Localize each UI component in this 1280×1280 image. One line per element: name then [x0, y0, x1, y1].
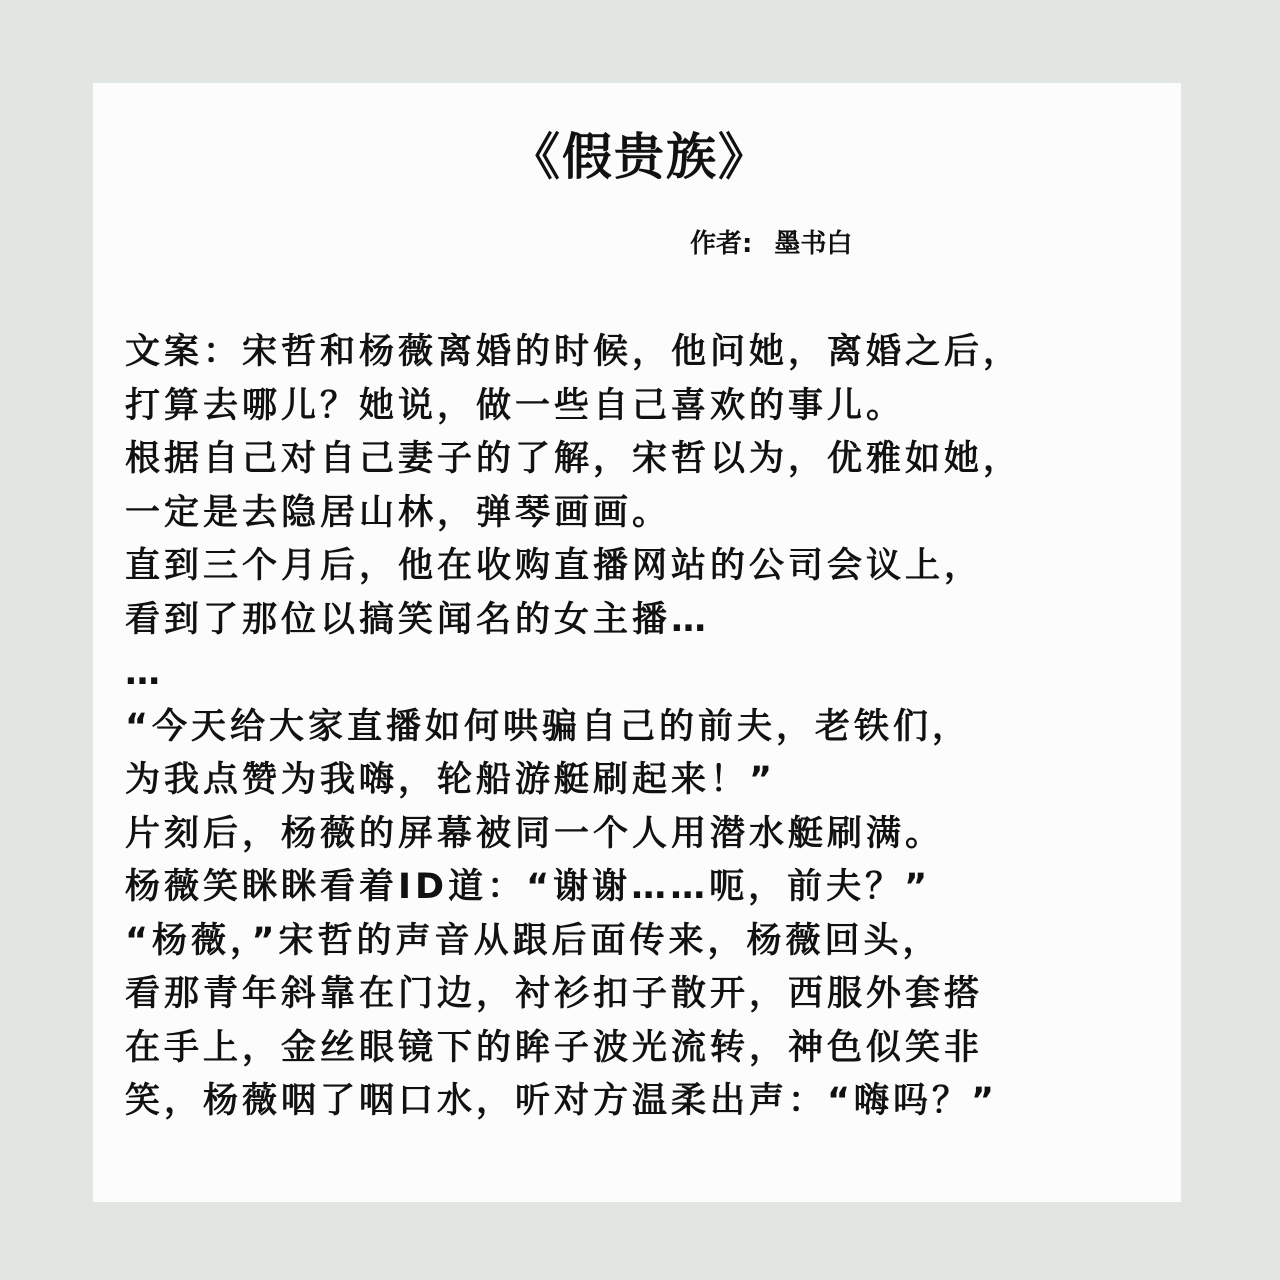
author-label: 作者: [690, 229, 753, 259]
text-line: 文案：宋哲和杨薇离婚的时候，他问她，离婚之后， [125, 332, 1023, 372]
text-line: 在手上，金丝眼镜下的眸子波光流转，神色似笑非 [125, 1027, 984, 1068]
text-line: “杨薇，”宋哲的声音从跟后面传来，杨薇回头， [125, 920, 942, 961]
text-line: 看到了那位以搞笑闻名的女主播… [125, 599, 711, 640]
text-line: 一定是去隐居山林，弹琴画画。 [125, 492, 672, 533]
synopsis-text [125, 326, 1185, 1129]
text-line: 根据自己对自己妻子的了解，宋哲以为，优雅如她， [125, 439, 1023, 479]
text-line: “今天给大家直播如何哄骗自己的前夫，老铁们， [125, 706, 972, 747]
text-line: 看那青年斜靠在门边，衬衫扣子散开，西服外套搭 [125, 974, 984, 1014]
document-title: 《假贵族》 [510, 128, 770, 186]
author-name: 墨书白 [774, 229, 853, 259]
text-line: 笑，杨薇咽了咽口水，听对方温柔出声：“嗨吗？” [125, 1081, 999, 1121]
text-line: 片刻后，杨薇的屏幕被同一个人用潜水艇刷满。 [125, 813, 945, 854]
text-line: 为我点赞为我嗨，轮船游艇刷起来！” [125, 760, 777, 800]
text-line: … [125, 653, 164, 693]
author-line [690, 224, 852, 264]
text-line: 直到三个月后，他在收购直播网站的公司会议上， [125, 546, 984, 586]
text-line: 打算去哪儿？她说，做一些自己喜欢的事儿。 [125, 385, 906, 426]
text-line: 杨薇笑眯眯看着ID道：“谢谢……呃，前夫？” [125, 867, 932, 907]
